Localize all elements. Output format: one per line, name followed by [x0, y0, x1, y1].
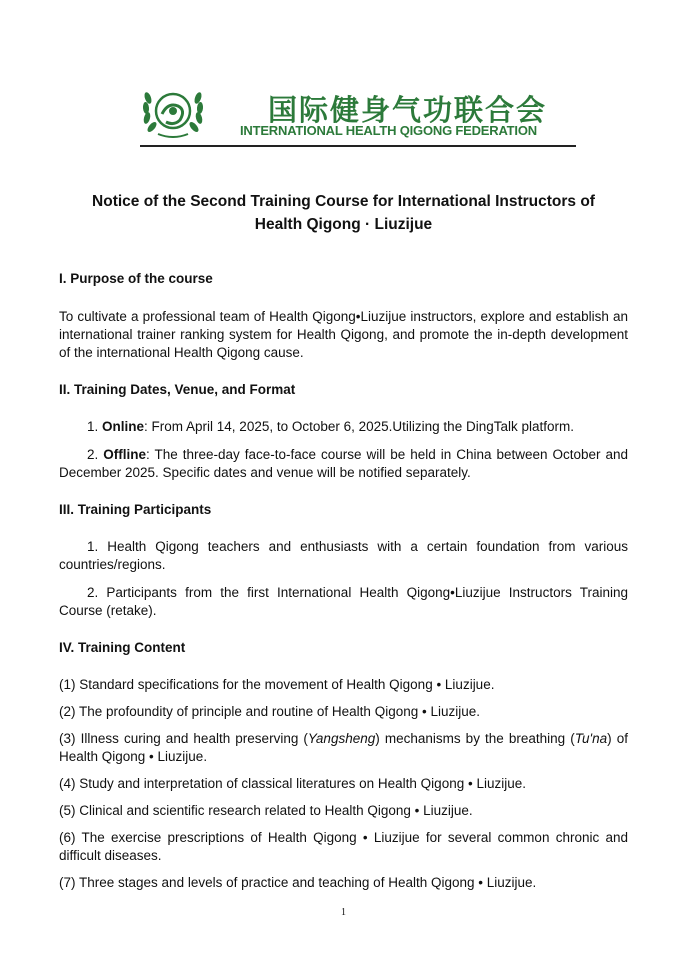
item-number: 1. — [87, 419, 103, 434]
content-item-4: (4) Study and interpretation of classical literatures on Health Qigong • Liuzijue. — [59, 776, 526, 791]
document-body — [59, 270, 628, 892]
content-item-5: (5) Clinical and scientific research related to Health Qigong • Liuzijue. — [59, 803, 473, 818]
letterhead — [140, 84, 580, 146]
page-number: 1 — [341, 907, 346, 918]
title-line-1: Notice of the Second Training Course for International Instructors of — [92, 193, 595, 210]
content-item-6: (6) The exercise prescriptions of Health Qigong • Liuzijue for several common chronic and difficult diseases. — [59, 830, 628, 863]
online-label: Online — [102, 419, 145, 434]
offline-text: : The three-day face-to-face course will be held in China between October and December 2025. Specific dates and venue will be notified separately. — [59, 447, 628, 480]
content-item-1: (1) Standard specifications for the movement of Health Qigong • Liuzijue. — [59, 677, 495, 692]
federation-name-chinese: 国际健身气功联合会 — [268, 93, 548, 127]
header-divider — [140, 145, 576, 147]
participants-item-2: 2. Participants from the first International Health Qigong•Liuzijue Instructors Training Course (retake). — [59, 585, 628, 618]
content-item-3-part: (3) Illness curing and health preserving ( — [59, 731, 308, 746]
content-item-3-part: ) of Health Qigong • Liuzijue. — [59, 731, 628, 764]
purpose-paragraph: To cultivate a professional team of Health Qigong•Liuzijue instructors, explore and establish an international trainer ranking system for Health Qigong, and promote the in-depth development of the international Health Qigong cause. — [59, 309, 628, 360]
yangsheng-term: Yangsheng — [307, 731, 376, 746]
section-heading-purpose: I. Purpose of the course — [59, 271, 213, 286]
online-text: : From April 14, 2025, to October 6, 2025.Utilizing the DingTalk platform. — [144, 419, 574, 434]
item-number: 2. — [87, 447, 104, 462]
participants-item-1: 1. Health Qigong teachers and enthusiasts with a certain foundation from various countries/regions. — [59, 539, 628, 572]
document-title — [60, 190, 627, 236]
section-heading-dates: II. Training Dates, Venue, and Format — [59, 382, 296, 397]
section-heading-content: IV. Training Content — [59, 640, 186, 655]
tuna-term: Tu'na — [574, 731, 608, 746]
content-item-2: (2) The profoundity of principle and routine of Health Qigong • Liuzijue. — [59, 704, 480, 719]
dates-item-online — [59, 418, 628, 436]
content-item-3 — [59, 730, 628, 766]
offline-label: Offline — [103, 447, 146, 462]
federation-name-english: INTERNATIONAL HEALTH QIGONG FEDERATION — [240, 123, 537, 138]
dates-item-offline — [59, 446, 628, 482]
content-item-3-part: ) mechanisms by the breathing ( — [375, 731, 575, 746]
title-line-2: Health Qigong · Liuzijue — [254, 216, 433, 233]
content-item-7: (7) Three stages and levels of practice and teaching of Health Qigong • Liuzijue. — [59, 875, 537, 890]
ihqf-logo-icon — [140, 84, 206, 138]
section-heading-participants: III. Training Participants — [59, 502, 212, 517]
